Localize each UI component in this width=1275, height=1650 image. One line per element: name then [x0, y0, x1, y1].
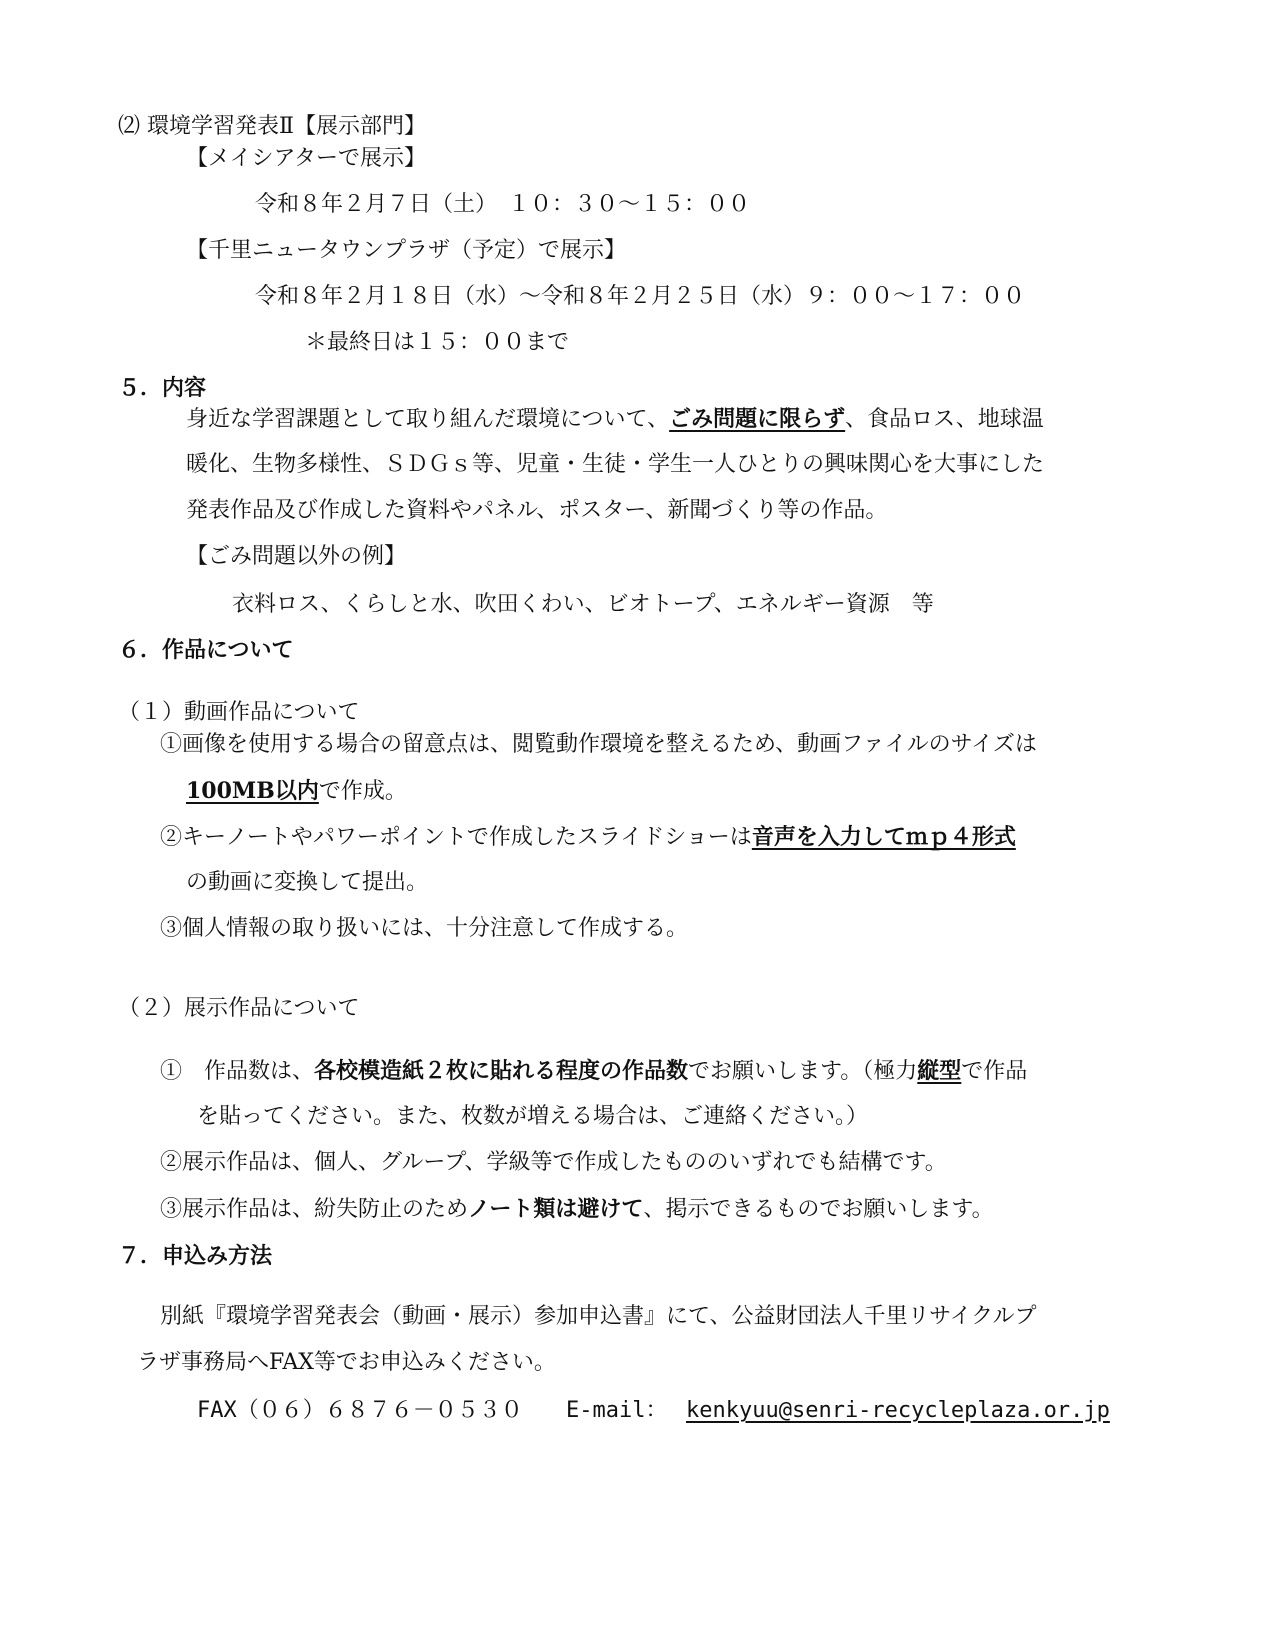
display-item-text: ① 作品数は、	[160, 1059, 315, 1084]
contact-email-link[interactable]: kenkyuu@senri-recycleplaza.or.jp	[686, 1398, 1110, 1423]
display-notebook-emphasis: ノート類は避けて	[468, 1196, 644, 1222]
subsection-title-display: （２）展示作品について	[118, 996, 360, 1021]
display-item-2: ②展示作品は、個人、グループ、学級等で作成したもののいずれでも結構です。	[160, 1150, 947, 1175]
venue-heading-meitheater: 【メイシアターで展示】	[186, 146, 427, 171]
contact-fax: FAX（０６）６８７６－０５３０	[197, 1398, 523, 1423]
display-item-text: で作品	[961, 1059, 1028, 1084]
subsection-title-exhibit: ⑵ 環境学習発表Ⅱ【展示部門】	[118, 114, 426, 139]
video-item-text: で作成。	[318, 779, 407, 804]
examples-heading: 【ごみ問題以外の例】	[186, 544, 407, 569]
display-item-1-line-1	[160, 1056, 1027, 1087]
display-item-text: 、掲示できるものでお願いします。	[643, 1197, 994, 1222]
contact-email-label: E-mail：	[566, 1398, 668, 1423]
display-item-text: ③展示作品は、紛失防止のため	[160, 1197, 469, 1222]
video-item-1-line-1: ①画像を使用する場合の留意点は、閲覧動作環境を整えるため、動画ファイルのサイズは	[160, 732, 1037, 757]
content-paragraph-line-1	[186, 404, 1044, 435]
display-quantity-emphasis: 各校模造紙２枚に貼れる程度の作品数	[314, 1058, 689, 1084]
content-paragraph-line-3: 発表作品及び作成した資料やパネル、ポスター、新聞づくり等の作品。	[186, 498, 888, 523]
section-heading-works: ６．作品について	[118, 638, 294, 663]
venue-note-last-day: ＊最終日は１５：００まで	[305, 330, 570, 355]
video-item-text: ②キーノートやパワーポイントで作成したスライドショーは	[160, 825, 752, 850]
video-item-1-line-2	[186, 776, 407, 807]
video-item-2-line-2: の動画に変換して提出。	[186, 870, 429, 895]
video-item-2-line-1	[160, 822, 1016, 853]
display-item-text: でお願いします。（極力	[688, 1059, 918, 1084]
video-size-limit: 100MB以内	[186, 778, 319, 804]
venue-date-meitheater: 令和８年２月７日（土） １０：３０～１５：００	[255, 192, 751, 217]
display-item-3	[160, 1194, 994, 1225]
examples-list: 衣料ロス、くらしと水、吹田くわい、ビオトープ、エネルギー資源 等	[232, 592, 934, 617]
section-heading-application: ７．申込み方法	[118, 1244, 273, 1269]
video-format-requirement: 音声を入力してｍｐ４形式	[751, 824, 1016, 850]
subsection-title-video: （１）動画作品について	[118, 700, 360, 725]
content-paragraph-line-2: 暖化、生物多様性、ＳＤＧｓ等、児童・生徒・学生一人ひとりの興味関心を大事にした	[186, 452, 1045, 477]
video-item-3: ③個人情報の取り扱いには、十分注意して作成する。	[160, 916, 689, 941]
venue-date-newtown-plaza: 令和８年２月１８日（水）～令和８年２月２５日（水）９：００～１７：００	[255, 284, 1026, 309]
content-text: 身近な学習課題として取り組んだ環境について、	[186, 407, 670, 432]
content-text: 、食品ロス、地球温	[845, 407, 1044, 432]
application-paragraph-line-2: ラザ事務局へFAX等でお申込みください。	[137, 1350, 556, 1375]
section-heading-content: ５．内容	[118, 376, 207, 401]
display-item-1-line-2: を貼ってください。また、枚数が増える場合は、ご連絡ください。）	[197, 1104, 869, 1129]
venue-heading-newtown-plaza: 【千里ニュータウンプラザ（予定）で展示】	[186, 238, 627, 263]
display-orientation-emphasis: 縦型	[917, 1058, 962, 1084]
content-emphasis: ごみ問題に限らず	[669, 406, 846, 432]
application-paragraph-line-1: 別紙『環境学習発表会（動画・展示）参加申込書』にて、公益財団法人千里リサイクルプ	[160, 1304, 1037, 1329]
